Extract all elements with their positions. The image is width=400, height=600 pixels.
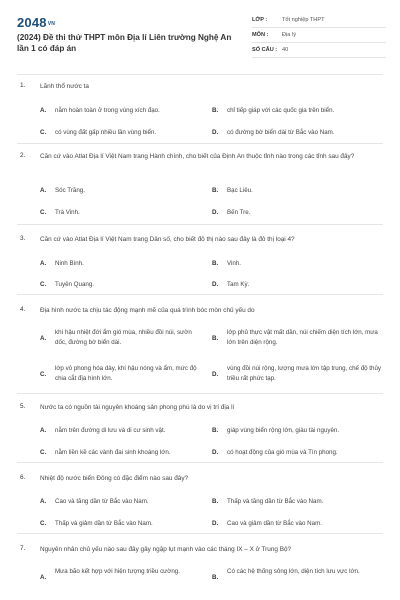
option-letter: D. — [212, 129, 219, 136]
option-text: nằm trên đường di lưu và di cư sinh vật. — [55, 427, 166, 434]
question-text: Nhiệt độ nước biển Đông có đặc điểm nào sau đây? — [40, 475, 189, 482]
question-number: 3. — [20, 235, 26, 242]
option-letter: D. — [212, 449, 219, 456]
option-letter: D. — [212, 371, 219, 378]
option-text: Tam Kỳ. — [227, 281, 250, 288]
divider — [17, 224, 383, 225]
option-letter: B. — [212, 335, 219, 342]
question-text: Căn cứ vào Atlat Địa lí Việt Nam trang Dân số, cho biết đô thị nào sau đây là đô thị loại 4? — [40, 236, 295, 243]
question-number: 7. — [20, 545, 26, 552]
option-text: lớp phủ thực vật mất dần, núi chiếm diện tích lớn, mưa lớn trên diện rộng. — [227, 329, 378, 346]
meta-value: Tốt nghiệp THPT — [282, 17, 325, 23]
meta-label: SỐ CÂU : — [252, 47, 278, 53]
option-text: Vinh. — [227, 260, 241, 267]
option-text: nằm liền kề các vành đai sinh khoáng lớn. — [55, 449, 171, 456]
logo-text: 2048 — [17, 15, 47, 30]
option-text: có vùng đất gấp nhiều lần vùng biển. — [55, 129, 157, 136]
divider — [17, 462, 383, 463]
option-text: chỉ tiếp giáp với các quốc gia trên biển. — [227, 107, 335, 114]
meta-row-class — [252, 13, 386, 28]
meta-value: 40 — [282, 47, 289, 53]
option-letter: C. — [40, 281, 47, 288]
option-letter: C. — [40, 209, 47, 216]
option-letter: A. — [40, 187, 47, 194]
option-text: Thấp và tăng dần từ Bắc vào Nam. — [227, 498, 324, 505]
meta-table — [252, 13, 386, 58]
option-letter: A. — [40, 427, 47, 434]
question-text: Nguyên nhân chủ yếu nào sau đây gây ngập lụt mạnh vào các tháng IX – X ở Trung Bộ? — [40, 546, 292, 553]
option-letter: A. — [40, 335, 47, 342]
option-letter: B. — [212, 427, 219, 434]
question-text: Nước ta có nguồn tài nguyên khoáng sản phong phú là do vị trí địa lí — [40, 404, 235, 411]
option-letter: B. — [212, 498, 219, 505]
option-letter: D. — [212, 281, 219, 288]
option-letter: B. — [212, 187, 219, 194]
option-text: Cao và giảm dần từ Bắc vào Nam. — [227, 520, 322, 527]
option-text: Cao và tăng dần từ Bắc vào Nam. — [55, 498, 149, 505]
meta-value: Địa lý — [282, 32, 296, 38]
option-letter: A. — [40, 574, 47, 581]
option-letter: A. — [40, 260, 47, 267]
option-text: Tuyên Quang. — [55, 281, 94, 288]
option-letter: B. — [212, 574, 219, 581]
divider — [17, 533, 383, 534]
option-letter: B. — [212, 260, 219, 267]
divider — [17, 143, 383, 144]
question-number: 5. — [20, 403, 26, 410]
logo-suffix: VN — [47, 20, 56, 27]
option-text: nằm hoàn toàn ở trong vùng xích đạo. — [55, 107, 160, 114]
option-text: Thấp và giảm dần từ Bắc vào Nam. — [55, 520, 153, 527]
option-text: Bạc Liêu. — [227, 187, 253, 194]
option-text: lớp vỏ phong hóa dày, khí hậu nóng và ẩm, mức độ chia cắt địa hình lớn. — [55, 365, 197, 382]
option-text: Mưa bão kết hợp với hiện tượng triều cường. — [55, 568, 180, 575]
option-letter: C. — [40, 129, 47, 136]
option-text: Sóc Trăng. — [55, 187, 85, 194]
divider — [17, 74, 383, 75]
meta-row-count — [252, 43, 386, 58]
option-text: có hoạt động của gió mùa và Tín phong. — [227, 449, 338, 456]
option-letter: A. — [40, 107, 47, 114]
meta-row-subject — [252, 28, 386, 43]
question-text: Lãnh thổ nước ta — [40, 83, 89, 90]
option-letter: C. — [40, 449, 47, 456]
option-text: có đường bờ biển dài từ Bắc vào Nam. — [227, 129, 335, 136]
option-text: Trà Vinh. — [55, 209, 80, 216]
option-text: Có các hệ thống sông lớn, diện tích lưu vực lớn. — [227, 568, 360, 575]
question-number: 2. — [20, 152, 26, 159]
option-letter: C. — [40, 371, 47, 378]
question-text: Căn cứ vào Atlat Địa lí Việt Nam trang Hành chính, cho biết của Định An thuộc tỉnh nào trong các tỉnh sau đây? — [40, 153, 355, 160]
option-text: vùng đồi núi rộng, lượng mưa lớn tập trung, chế độ thủy triều rất phức tạp. — [227, 365, 381, 382]
divider — [17, 294, 383, 295]
question-number: 1. — [20, 82, 26, 89]
option-text: khí hậu nhiệt đới ẩm gió mùa, nhiều đồi núi, sườn dốc, đường bờ biển dài. — [55, 329, 192, 346]
question-text: Địa hình nước ta chịu tác động mạnh mẽ của quá trình bóc mòn chủ yếu do — [40, 307, 255, 314]
option-letter: D. — [212, 209, 219, 216]
option-text: Bến Tre. — [227, 209, 251, 216]
meta-label: MÔN : — [252, 32, 269, 38]
option-letter: D. — [212, 520, 219, 527]
divider — [17, 393, 383, 394]
page-header — [0, 0, 400, 72]
question-number: 6. — [20, 474, 26, 481]
page-title: (2024) Đề thi thử THPT môn Địa lí Liên trường Nghệ An lần 1 có đáp án — [17, 33, 232, 53]
site-logo[interactable] — [17, 15, 55, 30]
option-text: Ninh Bình. — [55, 260, 84, 267]
option-letter: B. — [212, 107, 219, 114]
meta-label: LỚP : — [252, 17, 268, 23]
option-text: giáp vùng biển rộng lớn, giàu tài nguyên. — [227, 427, 340, 434]
option-letter: C. — [40, 520, 47, 527]
option-letter: A. — [40, 498, 47, 505]
question-number: 4. — [20, 306, 26, 313]
